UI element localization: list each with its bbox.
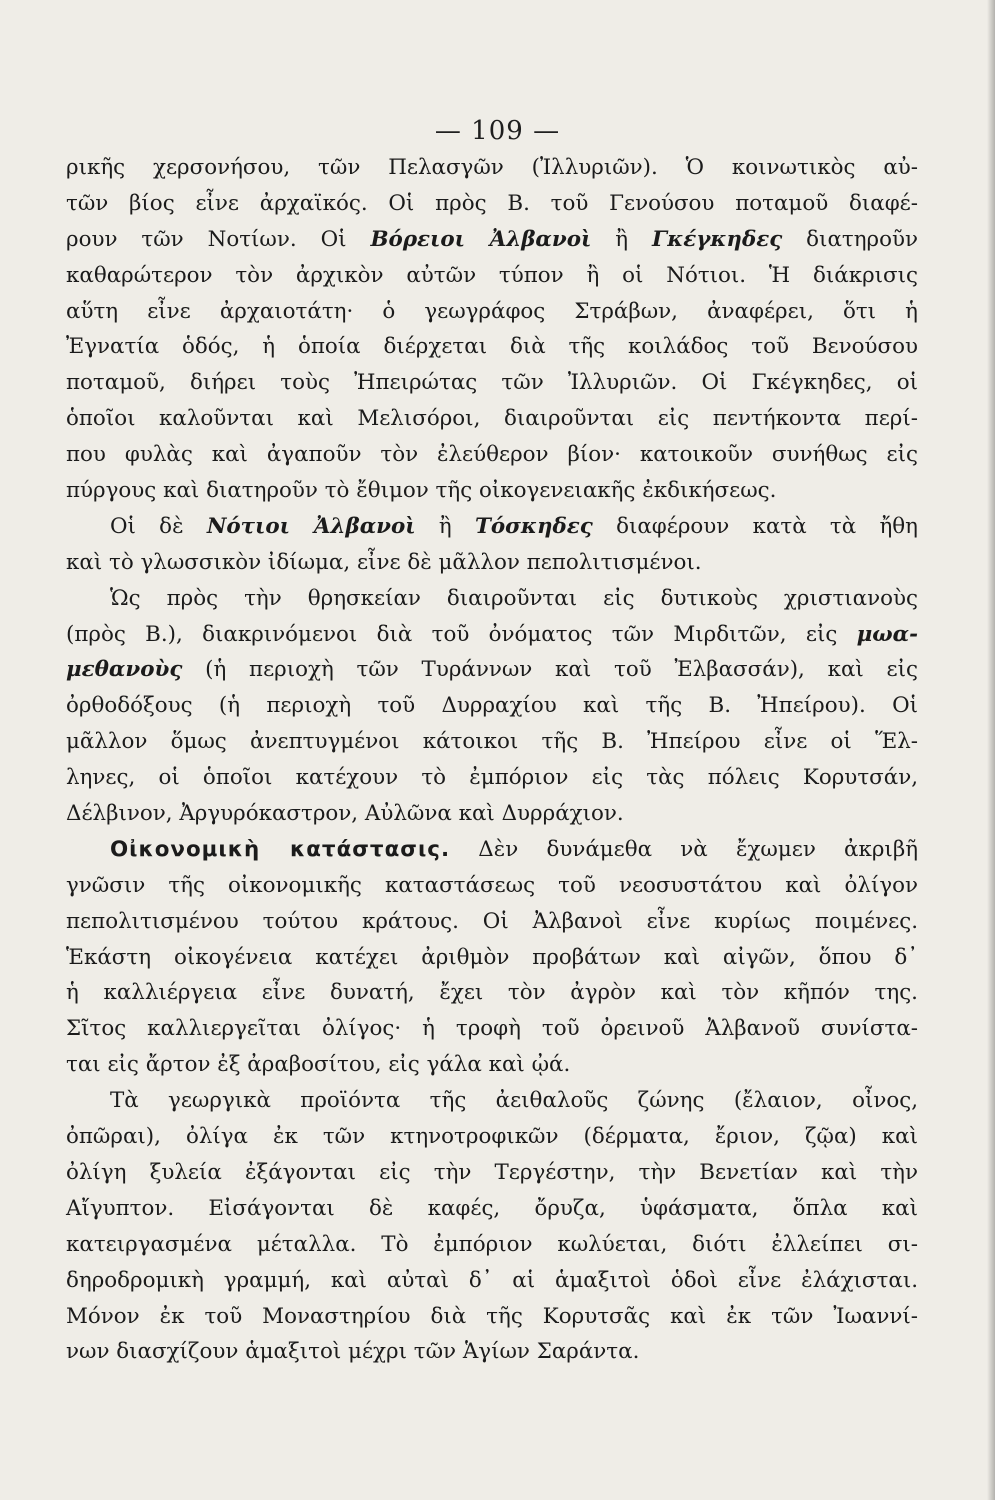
emphasis-southern-albanians: Νότιοι Ἀλβανοὶ: [206, 513, 416, 539]
text-line: Σῖτος καλλιεργεῖται ὀλίγος· ἡ τροφὴ τοῦ ὀρεινοῦ Ἀλβανοῦ συνίστα-: [66, 1016, 918, 1042]
page-number: — 109 —: [434, 116, 561, 146]
text-line: Ὡς πρὸς τὴν θρησκείαν διαιροῦνται εἰς δυτικοὺς χριστιανοὺς: [110, 585, 918, 611]
text-line: ληνες, οἱ ὁποῖοι κατέχουν τὸ ἐμπόριον εἰς τὰς πόλεις Κορυτσάν,: [66, 765, 918, 791]
text-line: ὀλίγη ξυλεία ἐξάγονται εἰς τὴν Τεργέστην, τὴν Βενετίαν καὶ τὴν: [66, 1159, 918, 1185]
text-line: αὕτη εἶνε ἀρχαιοτάτη· ὁ γεωγράφος Στράβων, ἀναφέρει, ὅτι ἡ: [66, 298, 918, 324]
text-line: Μόνον ἐκ τοῦ Μοναστηρίου διὰ τῆς Κορυτσᾶς καὶ ἐκ τῶν Ἰωαννί-: [66, 1303, 918, 1329]
text-line: που φυλὰς καὶ ἀγαποῦν τὸν ἐλεύθερον βίον· κατοικοῦν συνήθως εἰς: [66, 442, 918, 468]
text-run: Οἱ δὲ: [110, 513, 207, 539]
text-line: [66, 652, 918, 688]
text-line: δηροδρομικὴ γραμμή, καὶ αὐταὶ δ᾽ αἱ ἁμαξιτοὶ ὁδοὶ εἶνε ἐλάχισται.: [66, 1267, 918, 1293]
text-run: ἢ: [415, 513, 475, 539]
text-line: Δέλβινον, Ἀργυρόκαστρον, Αὐλῶνα καὶ Δυρράχιον.: [66, 801, 624, 827]
text-line: νων διασχίζουν ἁμαξιτοὶ μέχρι τῶν Ἁγίων Σαράντα.: [66, 1339, 640, 1365]
emphasis-northern-albanians: Βόρειοι Ἀλβανοὶ: [370, 226, 592, 252]
text-line: Αἴγυπτον. Εἰσάγονται δὲ καφές, ὄρυζα, ὑφάσματα, ὅπλα καὶ: [66, 1195, 918, 1221]
text-run: διατηροῦν: [782, 226, 919, 252]
text-line: Τὰ γεωργικὰ προϊόντα τῆς ἀειθαλοῦς ζώνης (ἔλαιον, οἶνος,: [110, 1088, 918, 1114]
text-run: Δὲν δυνάμεθα νὰ ἔχωμεν ἀκριβῆ: [450, 836, 919, 862]
text-run: διαφέρουν κατὰ τὰ ἤθη: [592, 513, 918, 539]
page-edge-shadow: [987, 0, 995, 1500]
text-line: ται εἰς ἄρτον ἐξ ἀραβοσίτου, εἰς γάλα καὶ ᾠά.: [66, 1052, 571, 1078]
emphasis-muslims-cont: μεθανοὺς: [66, 657, 183, 683]
text-line: Ἑκάστη οἰκογένεια κατέχει ἀριθμὸν προβάτων καὶ αἰγῶν, ὅπου δ᾽: [66, 944, 918, 970]
text-line: τῶν βίος εἶνε ἀρχαϊκός. Οἱ πρὸς Β. τοῦ Γενούσου ποταμοῦ διαφέ-: [66, 190, 918, 216]
text-line: πεπολιτισμένου τούτου κράτους. Οἱ Ἀλβανοὶ εἶνε κυρίως ποιμένες.: [66, 908, 918, 934]
emphasis-muslims: μωα-: [856, 621, 918, 647]
text-line: καθαρώτερον τὸν ἀρχικὸν αὐτῶν τύπον ἢ οἱ Νότιοι. Ἡ διάκρισις: [66, 262, 918, 288]
text-line: ποταμοῦ, διήρει τοὺς Ἠπειρώτας τῶν Ἰλλυριῶν. Οἱ Γκέγκηδες, οἱ: [66, 370, 918, 396]
text-line: ὁποῖοι καλοῦνται καὶ Μελισόροι, διαιροῦνται εἰς πεντήκοντα περί-: [66, 406, 918, 432]
text-line: [66, 832, 918, 868]
emphasis-gegs: Γκέγκηδες: [652, 226, 783, 252]
text-run: (ἡ περιοχὴ τῶν Τυράννων καὶ τοῦ Ἐλβασσάν), καὶ εἰς: [182, 657, 918, 683]
emphasis-tosks: Τόσκηδες: [474, 513, 593, 539]
text-line: ὀπῶραι), ὀλίγα ἐκ τῶν κτηνοτροφικῶν (δέρματα, ἔριον, ζῷα) καὶ: [66, 1124, 918, 1150]
text-line: [66, 509, 918, 545]
text-line: καὶ τὸ γλωσσικὸν ἰδίωμα, εἶνε δὲ μᾶλλον πεπολιτισμένοι.: [66, 549, 702, 575]
body-text: [66, 150, 918, 1370]
text-line: ἡ καλλιέργεια εἶνε δυνατή, ἔχει τὸν ἀγρὸν καὶ τὸν κῆπόν της.: [66, 980, 918, 1006]
text-line: Ἐγνατία ὁδός, ἡ ὁποία διέρχεται διὰ τῆς κοιλάδος τοῦ Βενούσου: [66, 334, 918, 360]
text-line: ὀρθοδόξους (ἡ περιοχὴ τοῦ Δυρραχίου καὶ τῆς Β. Ἠπείρου). Οἱ: [66, 693, 918, 719]
text-line: πύργους καὶ διατηροῦν τὸ ἔθιμον τῆς οἰκογενειακῆς ἐκδικήσεως.: [66, 478, 777, 504]
section-heading-economy: Οἰκονομικὴ κατάστασις.: [110, 836, 451, 862]
text-line: ρικῆς χερσονήσου, τῶν Πελασγῶν (Ἰλλυριῶν). Ὁ κοινωτικὸς αὐ-: [66, 155, 918, 180]
text-line: γνῶσιν τῆς οἰκονομικῆς καταστάσεως τοῦ νεοσυστάτου καὶ ὀλίγον: [66, 872, 918, 898]
text-line: κατειργασμένα μέταλλα. Τὸ ἐμπόριον κωλύεται, διότι ἐλλείπει σι-: [66, 1231, 918, 1257]
text-line: [66, 617, 918, 653]
text-line: [66, 222, 918, 258]
text-run: ἢ: [591, 226, 653, 252]
text-run: (πρὸς Β.), διακρινόμενοι διὰ τοῦ ὀνόματος τῶν Μιρδιτῶν, εἰς: [66, 621, 857, 647]
text-run: ρουν τῶν Νοτίων. Οἱ: [66, 226, 371, 252]
text-line: μᾶλλον ὅμως ἀνεπτυγμένοι κάτοικοι τῆς Β. Ἠπείρου εἶνε οἱ Ἕλ-: [66, 729, 918, 755]
